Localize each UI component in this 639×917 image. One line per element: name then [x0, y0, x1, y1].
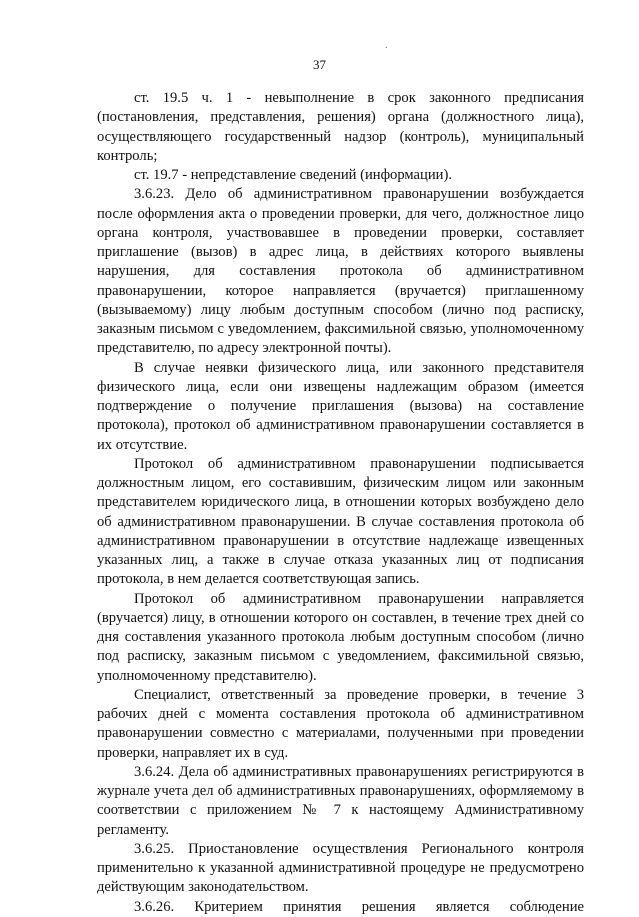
paragraph-3-6-23: 3.6.23. Дело об административном правонарушении возбуждается после оформления акта о проведении проверки, для чего, должностное лицо органа контроля, участвовавшее в проведении проверки, составляет приглашение (вызов) в адрес лица, в действиях которого выявлены нарушения, для составления протокола об административном правонарушении, которое направляется (вручается) приглашенному (вызываемому) лицу любым доступным способом (лично под расписку, заказным письмом с уведомлением, факсимильной связью, уполномоченному представителю, по адресу электронной почты). — [97, 186, 584, 357]
paragraph-specialist: Специалист, ответственный за проведение проверки, в течение 3 рабочих дней с момента составления протокола об административном правонарушении совместно с материалами, полученными при проведении проверки, направляет их в суд. — [97, 686, 584, 761]
paragraph-3-6-26: 3.6.26. Критерием принятия решения является соблюдение — [134, 898, 584, 915]
paragraph-3-6-25: 3.6.25. Приостановление осуществления Регионального контроля применительно к указанной административной процедуре не предусмотрено действующим законодательством. — [97, 840, 584, 896]
paragraph-art-19-5: ст. 19.5 ч. 1 - невыполнение в срок законного предписания (постановления, представления, решения) органа (должностного лица), осуществляющего государственный надзор (контроль), муниципальный контроль; — [97, 90, 584, 164]
paragraph-3-6-24: 3.6.24. Дела об административных правонарушениях регистрируются в журнале учета дел об административных правонарушениях, оформляемому в соответствии с приложением № 7 к настоящему Административному регламенту. — [97, 763, 584, 838]
paragraph-absence: В случае неявки физического лица, или законного представителя физического лица, если они извещены надлежащим образом (имеется подтверждение о получение приглашения (вызова) на составление протокола), протокол об административном правонарушении составляется в их отсутствие. — [97, 359, 584, 453]
paragraph-protocol-delivery: Протокол об административном правонарушении направляется (вручается) лицу, в отношении которого он составлен, в течение трех дней со дня составления указанного протокола любым доступным способом (лично под расписку, заказным письмом с уведомлением, факсимильной связью, уполномоченному представителю). — [97, 590, 584, 684]
page-number: 37 — [313, 57, 326, 72]
paragraph-protocol-signing: Протокол об административном правонарушении подписывается должностным лицом, его составившим, физическим лицом или законным представителем юридического лица, в отношении которых возбуждено дело об административном правонарушении. В случае составления протокола об административном правонарушении в отсутствие надлежаще извещенных указанных лиц, а также в случае отказа указанных лиц от подписания протокола, в нем делается соответствующая запись. — [97, 455, 584, 588]
scan-mark: . — [385, 40, 388, 51]
paragraph-art-19-7: ст. 19.7 - непредставление сведений (информации). — [134, 167, 452, 183]
document-body — [97, 89, 584, 917]
